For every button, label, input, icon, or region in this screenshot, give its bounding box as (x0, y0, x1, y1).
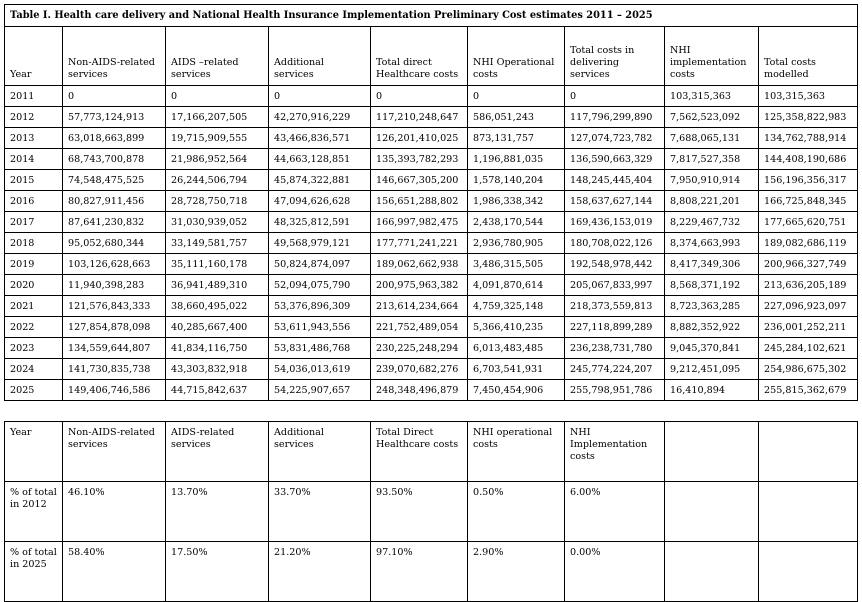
table-cell: 586,051,243 (468, 107, 565, 128)
table-cell: 8,374,663,993 (665, 233, 759, 254)
table-cell: 44,715,842,637 (166, 380, 269, 401)
table-cell: 2,936,780,905 (468, 233, 565, 254)
table-cell: 68,743,700,878 (63, 149, 166, 170)
table-cell: 117,796,299,890 (565, 107, 665, 128)
table-cell (759, 482, 858, 542)
table-cell: 149,406,746,586 (63, 380, 166, 401)
table-cell: 7,688,065,131 (665, 128, 759, 149)
table-cell: 134,762,788,914 (759, 128, 858, 149)
table-cell: 54,225,907,657 (269, 380, 371, 401)
table-cell: 6,013,483,485 (468, 338, 565, 359)
table-row (5, 233, 858, 254)
table-cell: 245,284,102,621 (759, 338, 858, 359)
table-cell: 121,576,843,333 (63, 296, 166, 317)
table-row (5, 107, 858, 128)
table-cell: 63,018,663,899 (63, 128, 166, 149)
table-cell: 1,986,338,342 (468, 191, 565, 212)
table-cell: 200,966,327,749 (759, 254, 858, 275)
year-cell: 2013 (5, 128, 63, 149)
table-cell: 0 (371, 86, 468, 107)
table-cell: 21.20% (269, 542, 371, 602)
table-cell: 36,941,489,310 (166, 275, 269, 296)
table-row (5, 254, 858, 275)
table-cell: 158,637,627,144 (565, 191, 665, 212)
table-cell: 7,950,910,914 (665, 170, 759, 191)
table-cell: 146,667,305,200 (371, 170, 468, 191)
column-header (665, 422, 759, 482)
table-cell: 3,486,315,505 (468, 254, 565, 275)
header-row (5, 27, 858, 86)
table-cell: 1,196,881,035 (468, 149, 565, 170)
table-cell: 19,715,909,555 (166, 128, 269, 149)
year-cell: 2015 (5, 170, 63, 191)
table-cell: 9,045,370,841 (665, 338, 759, 359)
table-cell: 8,808,221,201 (665, 191, 759, 212)
table-cell: 58.40% (63, 542, 166, 602)
column-header: Year (5, 422, 63, 482)
table-cell: 52,094,075,790 (269, 275, 371, 296)
column-header: NHI operational costs (468, 422, 565, 482)
table-cell: 2,438,170,544 (468, 212, 565, 233)
table-cell: 189,082,686,119 (759, 233, 858, 254)
table-cell: 44,663,128,851 (269, 149, 371, 170)
table-cell: 136,590,663,329 (565, 149, 665, 170)
table-cell: 239,070,682,276 (371, 359, 468, 380)
table-cell: 218,373,559,813 (565, 296, 665, 317)
table-cell: 46.10% (63, 482, 166, 542)
table-row (5, 212, 858, 233)
column-header: Non-AIDS-related services (63, 27, 166, 86)
header-row (5, 422, 858, 482)
table-cell: 16,410,894 (665, 380, 759, 401)
table-cell: 0 (565, 86, 665, 107)
table-cell: 33,149,581,757 (166, 233, 269, 254)
column-header: Total costs modelled (759, 27, 858, 86)
table-cell: 156,651,288,802 (371, 191, 468, 212)
column-header: Total costs in delivering services (565, 27, 665, 86)
year-cell: 2014 (5, 149, 63, 170)
column-header: NHI Implementation costs (565, 422, 665, 482)
table-cell: 144,408,190,686 (759, 149, 858, 170)
table-cell: 38,660,495,022 (166, 296, 269, 317)
year-cell: 2025 (5, 380, 63, 401)
table-cell: 221,752,489,054 (371, 317, 468, 338)
table-cell: 192,548,978,442 (565, 254, 665, 275)
table-cell: 255,815,362,679 (759, 380, 858, 401)
table-row (5, 380, 858, 401)
table-cell: 53,831,486,768 (269, 338, 371, 359)
table-cell: 166,997,982,475 (371, 212, 468, 233)
table-cell: 248,348,496,879 (371, 380, 468, 401)
table-cell: 103,126,628,663 (63, 254, 166, 275)
table-cell: 0 (468, 86, 565, 107)
table-cell: 7,562,523,092 (665, 107, 759, 128)
column-header: Non-AIDS-related services (63, 422, 166, 482)
year-cell: 2022 (5, 317, 63, 338)
year-cell: 2011 (5, 86, 63, 107)
table-cell: 103,315,363 (759, 86, 858, 107)
table-cell: 236,238,731,780 (565, 338, 665, 359)
column-header: NHI Operational costs (468, 27, 565, 86)
table-cell: 11,940,398,283 (63, 275, 166, 296)
table-row (5, 86, 858, 107)
table-cell: 43,303,832,918 (166, 359, 269, 380)
table-cell: 135,393,782,293 (371, 149, 468, 170)
table-cell (665, 482, 759, 542)
table-row (5, 275, 858, 296)
table-cell: 200,975,963,382 (371, 275, 468, 296)
table-row (5, 149, 858, 170)
column-header: NHI implementation costs (665, 27, 759, 86)
table-cell: 9,212,451,095 (665, 359, 759, 380)
table-cell: 57,773,124,913 (63, 107, 166, 128)
table-cell: 45,874,322,881 (269, 170, 371, 191)
table-cell: 5,366,410,235 (468, 317, 565, 338)
table-cell: 74,548,475,525 (63, 170, 166, 191)
table-cell: 177,665,620,751 (759, 212, 858, 233)
table-cell: 87,641,230,832 (63, 212, 166, 233)
column-header: Total Direct Healthcare costs (371, 422, 468, 482)
table-cell: 0 (63, 86, 166, 107)
table-cell: 254,986,675,302 (759, 359, 858, 380)
table-cell: 4,759,325,148 (468, 296, 565, 317)
column-header: AIDS-related services (166, 422, 269, 482)
table-row (5, 317, 858, 338)
table-cell: 33.70% (269, 482, 371, 542)
table-cell: 0.00% (565, 542, 665, 602)
table-cell: 2.90% (468, 542, 565, 602)
table-cell: 213,614,234,664 (371, 296, 468, 317)
table-cell: 8,568,371,192 (665, 275, 759, 296)
table-cell: 180,708,022,126 (565, 233, 665, 254)
row-label: % of total in 2012 (5, 482, 63, 542)
table-cell: 13.70% (166, 482, 269, 542)
table-cell: 42,270,916,229 (269, 107, 371, 128)
table-cell: 47,094,626,628 (269, 191, 371, 212)
table-row (5, 170, 858, 191)
table-cell: 1,578,140,204 (468, 170, 565, 191)
table-cell: 126,201,410,025 (371, 128, 468, 149)
table-cell: 17,166,207,505 (166, 107, 269, 128)
year-cell: 2018 (5, 233, 63, 254)
table-cell: 227,118,899,289 (565, 317, 665, 338)
table-cell: 8,417,349,306 (665, 254, 759, 275)
table-row (5, 296, 858, 317)
table-cell: 8,723,363,285 (665, 296, 759, 317)
table-cell: 141,730,835,738 (63, 359, 166, 380)
table-cell: 26,244,506,794 (166, 170, 269, 191)
table-cell: 0 (269, 86, 371, 107)
column-header: Additional services (269, 27, 371, 86)
table-cell: 8,229,467,732 (665, 212, 759, 233)
percentage-table (4, 421, 858, 602)
year-cell: 2012 (5, 107, 63, 128)
row-label: % of total in 2025 (5, 542, 63, 602)
table-title: Table I. Health care delivery and National Health Insurance Implementation Preliminary Cost estimates 2011 – 2025 (5, 5, 858, 27)
table-cell: 227,096,923,097 (759, 296, 858, 317)
table-cell: 213,636,205,189 (759, 275, 858, 296)
table-cell: 93.50% (371, 482, 468, 542)
table-cell: 50,824,874,097 (269, 254, 371, 275)
table-cell: 8,882,352,922 (665, 317, 759, 338)
year-cell: 2021 (5, 296, 63, 317)
table-row (5, 482, 858, 542)
column-header: Year (5, 27, 63, 86)
year-cell: 2019 (5, 254, 63, 275)
table-cell: 41,834,116,750 (166, 338, 269, 359)
table-cell: 53,611,943,556 (269, 317, 371, 338)
table-row (5, 359, 858, 380)
year-cell: 2020 (5, 275, 63, 296)
table-cell: 6.00% (565, 482, 665, 542)
table-cell: 6,703,541,931 (468, 359, 565, 380)
table-cell: 245,774,224,207 (565, 359, 665, 380)
table-cell: 35,111,160,178 (166, 254, 269, 275)
table-cell: 156,196,356,317 (759, 170, 858, 191)
table-cell: 28,728,750,718 (166, 191, 269, 212)
table-cell: 230,225,248,294 (371, 338, 468, 359)
table-cell: 166,725,848,345 (759, 191, 858, 212)
table-cell: 189,062,662,938 (371, 254, 468, 275)
year-cell: 2016 (5, 191, 63, 212)
table-cell: 134,559,644,807 (63, 338, 166, 359)
table-row (5, 128, 858, 149)
table-cell: 255,798,951,786 (565, 380, 665, 401)
table-cell: 4,091,870,614 (468, 275, 565, 296)
table-cell: 103,315,363 (665, 86, 759, 107)
table-row (5, 338, 858, 359)
column-header: Total direct Healthcare costs (371, 27, 468, 86)
table-cell: 236,001,252,211 (759, 317, 858, 338)
table-cell: 873,131,757 (468, 128, 565, 149)
column-header: AIDS –related services (166, 27, 269, 86)
cost-estimates-table (4, 4, 858, 401)
table-cell: 97.10% (371, 542, 468, 602)
table-cell: 0.50% (468, 482, 565, 542)
page (4, 4, 857, 570)
table-cell: 7,817,527,358 (665, 149, 759, 170)
table-row (5, 191, 858, 212)
table-cell: 205,067,833,997 (565, 275, 665, 296)
column-header (759, 422, 858, 482)
table-cell: 127,854,878,098 (63, 317, 166, 338)
table-cell: 48,325,812,591 (269, 212, 371, 233)
table-cell: 21,986,952,564 (166, 149, 269, 170)
table-cell: 169,436,153,019 (565, 212, 665, 233)
year-cell: 2024 (5, 359, 63, 380)
table-cell: 31,030,939,052 (166, 212, 269, 233)
table-cell: 49,568,979,121 (269, 233, 371, 254)
year-cell: 2017 (5, 212, 63, 233)
table-cell: 17.50% (166, 542, 269, 602)
table-cell: 95,052,680,344 (63, 233, 166, 254)
table-cell: 40,285,667,400 (166, 317, 269, 338)
table-cell: 0 (166, 86, 269, 107)
table-cell: 125,358,822,983 (759, 107, 858, 128)
table-cell: 53,376,896,309 (269, 296, 371, 317)
table-cell: 7,450,454,906 (468, 380, 565, 401)
table-cell: 117,210,248,647 (371, 107, 468, 128)
column-header: Additional services (269, 422, 371, 482)
table-cell: 127,074,723,782 (565, 128, 665, 149)
table-cell: 80,827,911,456 (63, 191, 166, 212)
table-cell: 43,466,836,571 (269, 128, 371, 149)
table-cell: 148,245,445,404 (565, 170, 665, 191)
table-cell: 177,771,241,221 (371, 233, 468, 254)
table-cell: 54,036,013,619 (269, 359, 371, 380)
year-cell: 2023 (5, 338, 63, 359)
